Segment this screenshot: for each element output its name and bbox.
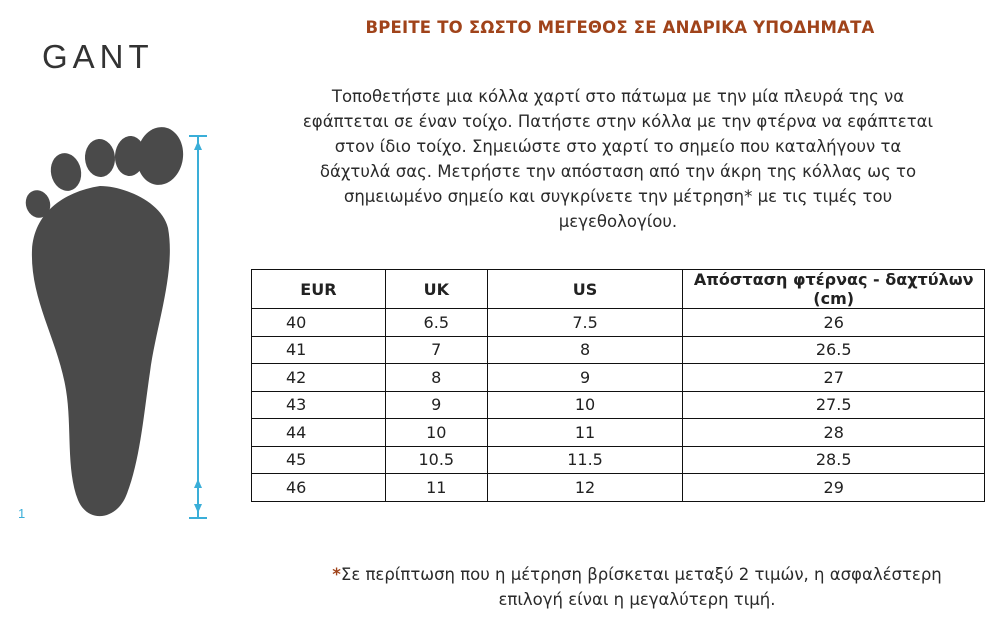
table-row [252, 474, 985, 502]
cell-us: 11.5 [487, 446, 683, 474]
cell-us: 10 [487, 391, 683, 419]
cell-us: 9 [487, 364, 683, 392]
cell-distance: 29 [683, 474, 985, 502]
instructions-line: στον ίδιο τοίχο. Σημειώστε στο χαρτί το σημείο που καταλήγουν τα [334, 137, 902, 156]
instructions-line: εφάπτεται σε έναν τοίχο. Πατήστε στην κόλλα με την φτέρνα να εφάπτεται [302, 112, 934, 131]
arrow-up-icon [194, 479, 202, 488]
cell-distance: 27.5 [683, 391, 985, 419]
footnote-text: Σε περίπτωση που η μέτρηση βρίσκεται μεταξύ 2 τιμών, η ασφαλέστερη [340, 565, 942, 584]
cell-uk: 7 [385, 336, 487, 364]
instructions-line: δάχτυλά σας. Μετρήστε την απόσταση από την άκρη της κόλλας ως το [319, 162, 917, 181]
instructions-line: σημειωμένο σημείο και συγκρίνετε την μέτρηση* με τις τιμές του [343, 187, 893, 206]
table-row [252, 391, 985, 419]
instructions-line: Τοποθετήστε μια κόλλα χαρτί στο πάτωμα με την μία πλευρά της να [331, 87, 905, 106]
cell-uk: 8 [385, 364, 487, 392]
arrow-down-icon [194, 504, 202, 513]
cell-eur: 46 [252, 474, 386, 502]
arrow-up-icon [194, 141, 202, 150]
table-row [252, 419, 985, 447]
cell-uk: 10.5 [385, 446, 487, 474]
table-row [252, 364, 985, 392]
footprint-illustration [0, 0, 240, 624]
measurement-line [189, 136, 207, 518]
table-row [252, 446, 985, 474]
gant-logo: GANT [42, 38, 154, 75]
cell-distance: 28 [683, 419, 985, 447]
size-chart-table [251, 269, 985, 502]
cell-us: 8 [487, 336, 683, 364]
cell-distance: 26.5 [683, 336, 985, 364]
table-row [252, 336, 985, 364]
cell-eur: 40 [252, 309, 386, 337]
cell-eur: 45 [252, 446, 386, 474]
footnote-asterisk: * [332, 565, 341, 584]
cell-uk: 11 [385, 474, 487, 502]
figure-marker-label: 1 [18, 506, 26, 521]
cell-uk: 6.5 [385, 309, 487, 337]
cell-us: 11 [487, 419, 683, 447]
cell-distance: 28.5 [683, 446, 985, 474]
column-header-uk: UK [385, 270, 487, 309]
footnote [252, 562, 1000, 612]
page-title: ΒΡΕΙΤΕ ΤΟ ΣΩΣΤΟ ΜΕΓΕΘΟΣ ΣΕ ΑΝΔΡΙΚΑ ΥΠΟΔΗΜΑΤΑ [365, 18, 875, 37]
cell-us: 7.5 [487, 309, 683, 337]
footnote-line: επιλογή είναι η μεγαλύτερη τιμή. [498, 590, 776, 609]
cell-uk: 10 [385, 419, 487, 447]
cell-eur: 44 [252, 419, 386, 447]
footnote-line [252, 562, 1000, 587]
instructions-text [252, 84, 984, 234]
cell-eur: 41 [252, 336, 386, 364]
column-header-us: US [487, 270, 683, 309]
table-row [252, 309, 985, 337]
cell-eur: 42 [252, 364, 386, 392]
table-header-row [252, 270, 985, 309]
instructions-line: μεγεθολογίου. [558, 212, 678, 231]
cell-uk: 9 [385, 391, 487, 419]
cell-us: 12 [487, 474, 683, 502]
column-header-distance: Απόσταση φτέρνας - δαχτύλων (cm) [683, 270, 985, 309]
cell-distance: 27 [683, 364, 985, 392]
column-header-eur: EUR [252, 270, 386, 309]
foot-sole-icon [22, 124, 187, 516]
cell-distance: 26 [683, 309, 985, 337]
cell-eur: 43 [252, 391, 386, 419]
